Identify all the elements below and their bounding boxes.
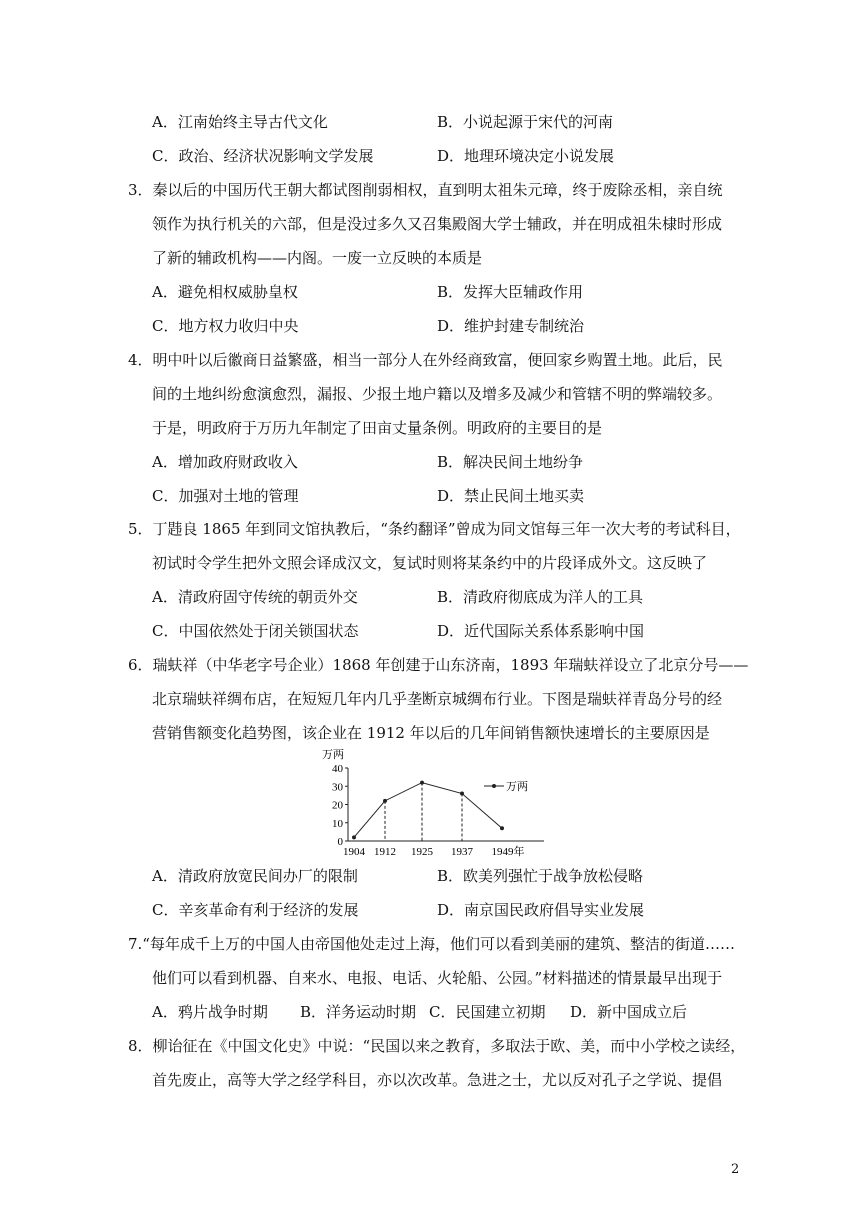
chart-y-tick-label: 0 (337, 836, 343, 848)
q5-line-2: 初试时令学生把外文照会译成汉文，复试时则将某条约中的片段译成外文。这反映了 (152, 554, 708, 572)
q6-line-1: 6．瑞蚨祥（中华老字号企业）1868 年创建于山东济南，1893 年瑞蚨祥设立了北京分号—— (128, 656, 749, 674)
q7-option-b: B．洋务运动时期 (300, 1003, 417, 1021)
sales-trend-chart (312, 746, 552, 858)
chart-point-1937 (460, 792, 464, 796)
q6-option-c: C．辛亥革命有利于经济的发展 (152, 901, 359, 919)
chart-legend-marker (492, 784, 496, 788)
q7-line-1: 7.“每年成千上万的中国人由帝国他处走过上海，他们可以看到美丽的建筑、整洁的街道…… (128, 935, 735, 953)
q6-option-d: D．南京国民政府倡导实业发展 (437, 901, 645, 919)
q3-option-d: D．维护封建专制统治 (437, 317, 585, 335)
q5-option-a: A．清政府固守传统的朝贡外交 (152, 588, 358, 606)
chart-legend-label: 万两 (506, 781, 528, 793)
q4-line-1: 4．明中叶以后徽商日益繁盛，相当一部分人在外经商致富，便回家乡购置土地。此后，民 (128, 351, 723, 369)
q2-option-d: D．地理环境决定小说发展 (437, 147, 615, 165)
q4-line-2: 间的土地纠纷愈演愈烈，漏报、少报土地户籍以及增多及减少和管辖不明的弊端较多。 (152, 385, 723, 403)
q3-line-2: 领作为执行机关的六部，但是没过多久又召集殿阁大学士辅政，并在明成祖朱棣时形成 (152, 215, 723, 233)
chart-x-tick-label: 1925 (411, 846, 433, 858)
chart-y-unit-label: 万两 (322, 749, 344, 761)
page-number: 2 (731, 1162, 740, 1177)
chart-y-tick-label: 40 (332, 763, 343, 775)
q5-option-c: C．中国依然处于闭关锁国状态 (152, 622, 359, 640)
chart-y-tick-label: 30 (332, 781, 343, 794)
q6-option-a: A．清政府放宽民间办厂的限制 (152, 867, 358, 885)
chart-y-tick-label: 20 (332, 799, 343, 812)
q7-option-c: C．民国建立初期 (429, 1003, 546, 1021)
q7-option-d: D．新中国成立后 (570, 1003, 688, 1021)
q4-option-a: A．增加政府财政收入 (152, 453, 298, 471)
q5-option-b: B．清政府彻底成为洋人的工具 (437, 588, 644, 606)
chart-x-tick-label: 1904 (343, 846, 365, 858)
q4-option-b: B．解决民间土地纷争 (437, 453, 584, 471)
q8-line-2: 首先废止，高等大学之经学科目，亦以次改革。急进之士，尤以反对孔子之学说、提倡 (152, 1071, 723, 1089)
q5-option-d: D．近代国际关系体系影响中国 (437, 622, 645, 640)
chart-y-tick-label: 10 (332, 817, 343, 830)
q2-option-b: B．小说起源于宋代的河南 (437, 113, 614, 131)
q2-option-a: A．江南始终主导古代文化 (152, 113, 328, 131)
chart-point-1912 (383, 799, 387, 803)
chart-x-tick-label: 1949年 (491, 846, 525, 858)
q3-line-3: 了新的辅政机构——内阁。一废一立反映的本质是 (152, 249, 483, 267)
chart-point-1925 (420, 781, 424, 785)
q5-line-1: 5．丁韪良 1865 年到同文馆执教后，“条约翻译”曾成为同文馆每三年一次大考的考试科目， (128, 520, 741, 538)
q4-line-3: 于是，明政府于万历九年制定了田亩丈量条例。明政府的主要目的是 (152, 419, 603, 437)
q8-line-1: 8．柳诒征在《中国文化史》中说：“民国以来之教育，多取法于欧、美，而中小学校之读经， (128, 1037, 746, 1055)
chart-point-1904 (352, 835, 356, 839)
q2-option-c: C．政治、经济状况影响文学发展 (152, 147, 374, 165)
q4-option-d: D．禁止民间土地买卖 (437, 487, 585, 505)
chart-point-1949 (500, 826, 504, 830)
q6-option-b: B．欧美列强忙于战争放松侵略 (437, 867, 644, 885)
q7-option-a: A．鸦片战争时期 (152, 1003, 268, 1021)
chart-x-tick-label: 1912 (374, 846, 396, 858)
q6-line-3: 营销售额变化趋势图，该企业在 1912 年以后的几年间销售额快速增长的主要原因是 (152, 724, 710, 742)
q3-option-c: C．地方权力收归中央 (152, 317, 299, 335)
q7-line-2: 他们可以看到机器、自来水、电报、电话、火轮船、公园。”材料描述的情景最早出现于 (152, 969, 723, 987)
q3-line-1: 3．秦以后的中国历代王朝大都试图削弱相权，直到明太祖朱元璋，终于废除丞相，亲自统 (128, 181, 723, 199)
q3-option-a: A．避免相权威胁皇权 (152, 283, 298, 301)
chart-series-line (354, 783, 502, 838)
chart-x-tick-label: 1937 (451, 846, 473, 858)
q4-option-c: C．加强对土地的管理 (152, 487, 299, 505)
q6-line-2: 北京瑞蚨祥绸布店，在短短几年内几乎垄断京城绸布行业。下图是瑞蚨祥青岛分号的经 (152, 690, 723, 708)
q3-option-b: B．发挥大臣辅政作用 (437, 283, 584, 301)
